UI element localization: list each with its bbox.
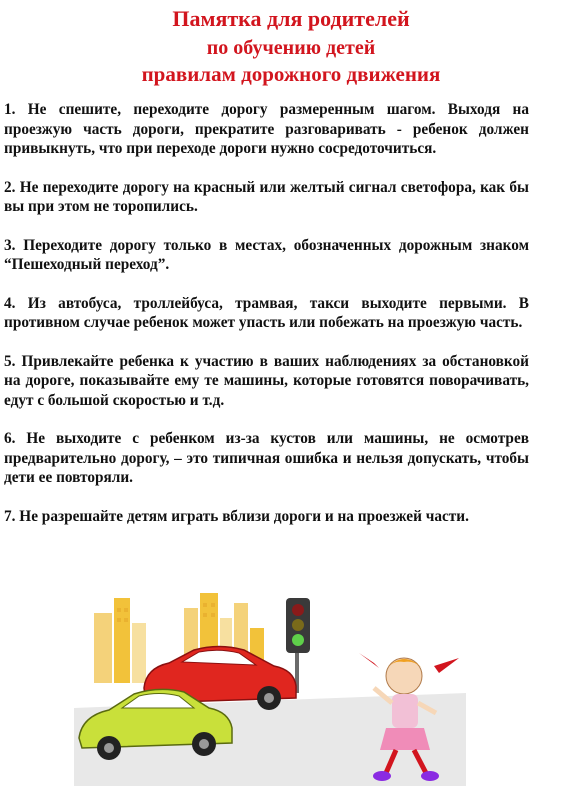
title-line-3: правилам дорожного движения [141,62,441,86]
rule-2: 2. Не переходите дорогу на красный или желтый сигнал светофора, как бы вы при этом не торопились. [4,178,529,215]
title-line-1: Памятка для родителей [172,6,410,31]
rule-1: 1. Не спешите, переходите дорогу размеренным шагом. Выходя на проезжую часть дороги, прекратите разговаривать - ребенок должен привыкнуть, что при переходе дороги нужно сосредоточиться. [4,101,529,157]
rules-list [4,100,529,545]
rule-6: 6. Не выходите с ребенком из-за кустов или машины, не осмотрев предварительно дорогу, – это типичная ошибка и нельзя допускать, чтобы дети ее повторяли. [4,430,529,486]
rule-5: 5. Привлекайте ребенка к участию в ваших наблюдениях за обстановкой на дороге, показывайте ему те машины, которые готовятся поворачивать, едут с большой скоростью и т.д. [4,352,529,409]
title-line-2: по обучению детей [206,37,376,59]
rule-3: 3. Переходите дорогу только в местах, обозначенных дорожным знаком “Пешеходный переход”. [4,236,529,273]
rule-7: 7. Не разрешайте детям играть вблизи дороги и на проезжей части. [4,507,469,525]
traffic-illustration [74,588,466,786]
rule-4: 4. Из автобуса, троллейбуса, трамвая, такси выходите первыми. В противном случае ребенок может упасть или побежать на проезжую часть. [4,294,529,331]
